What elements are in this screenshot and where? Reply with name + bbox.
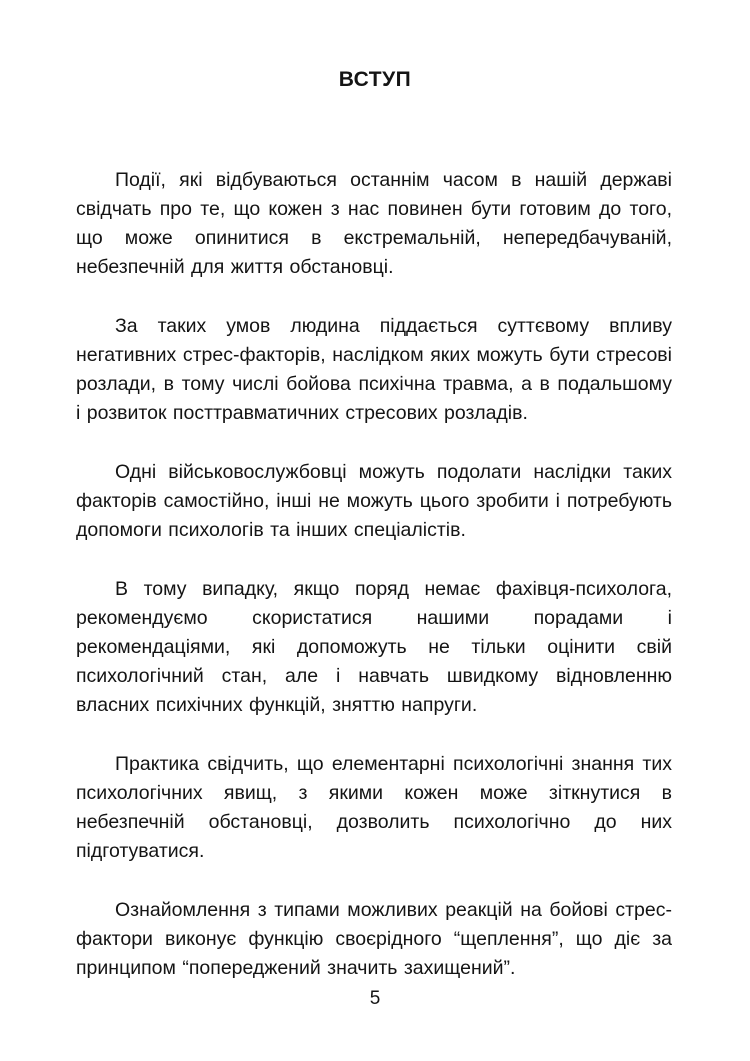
paragraph: В тому випадку, якщо поряд немає фахівця-психолога, рекомендуємо скористатися нашими порадами і рекомендаціями, які допоможуть не тільки оцінити свій психологічний стан, але і навчать швидкому відновленню власних психічних функцій, зняттю напруги. (76, 578, 672, 716)
page-number: 5 (369, 988, 381, 1009)
page-title: ВСТУП (338, 68, 412, 91)
paragraph: Практика свідчить, що елементарні психологічні знання тих психологічних явищ, з якими кожен може зіткнутися в небезпечній обстановці, дозволить психологічно до них підготуватися. (76, 753, 672, 862)
body-text (76, 166, 672, 1013)
paragraph: Одні військовослужбовці можуть подолати наслідки таких факторів самостійно, інші не можуть цього зробити і потребують допомоги психологів та інших спеціалістів. (76, 461, 672, 541)
paragraph: Події, які відбуваються останнім часом в нашій державі свідчать про те, що кожен з нас повинен бути готовим до того, що може опинитися в екстремальній, непередбачуваній, небезпечній для життя обстановці. (76, 169, 672, 278)
paragraph: Ознайомлення з типами можливих реакцій на бойові стрес-фактори виконує функцію своєрідного “щеплення”, що діє за принципом “попереджений значить захищений”. (76, 899, 672, 979)
paragraph: За таких умов людина піддається суттєвому впливу негативних стрес-факторів, наслідком яких можуть бути стресові розлади, в тому числі бойова психічна травма, а в подальшому і розвиток посттравматичних стресових розладів. (76, 315, 672, 424)
